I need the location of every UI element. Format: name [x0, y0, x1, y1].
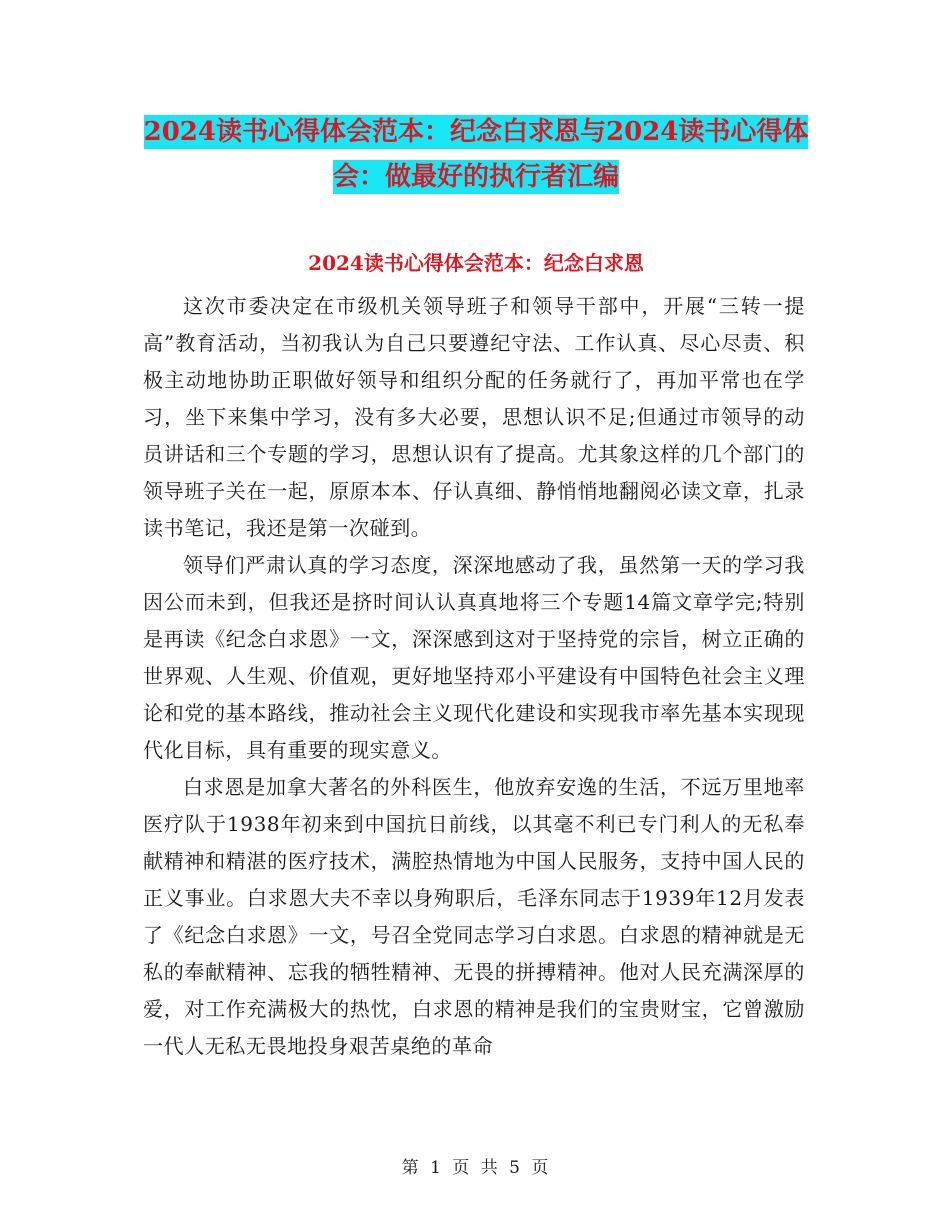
paragraph: 这次市委决定在市级机关领导班子和领导干部中，开展“三转一提高”教育活动，当初我认为自己只要遵纪守法、工作认真、尽心尽责、积极主动地协助正职做好领导和组织分配的任务就行了，再加平常也在学习，坐下来集中学习，没有多大必要，思想认识不足;但通过市领导的动员讲话和三个专题的学习，思想认识有了提高。尤其象这样的几个部门的领导班子关在一起，原原本本、仔认真细、静悄悄地翻阅必读文章，扎录读书笔记，我还是第一次碰到。 — [143, 294, 805, 540]
page-footer: 第 1 页 共 5 页 — [401, 1158, 549, 1178]
section-title: 2024读书心得体会范本：纪念白求恩 — [308, 251, 644, 275]
document-title — [140, 110, 812, 200]
paragraph: 白求恩是加拿大著名的外科医生，他放弃安逸的生活，不远万里地率医疗队于1938年初来到中国抗日前线，以其毫不利已专门利人的无私奉献精神和精湛的医疗技术，满腔热情地为中国人民服务，支持中国人民的正义事业。白求恩大夫不幸以身殉职后，毛泽东同志于1939年12月发表了《纪念白求恩》一文，号召全党同志学习白求恩。白求恩的精神就是无私的奉献精神、忘我的牺牲精神、无畏的拼搏精神。他对人民充满深厚的爱，对工作充满极大的热忱，白求恩的精神是我们的宝贵财宝，它曾激励一代人无私无畏地投身艰苦桌绝的革命 — [143, 775, 805, 1058]
paragraph: 领导们严肃认真的学习态度，深深地感动了我，虽然第一天的学习我因公而未到，但我还是挤时间认认真真地将三个专题14篇文章学完;特别是再读《纪念白求恩》一文，深深感到这对于坚持党的宗旨，树立正确的世界观、人生观、价值观，更好地坚持邓小平建设有中国特色社会主义理论和党的基本路线，推动社会主义现代化建设和实现我市率先基本实现现代化目标，具有重要的现实意义。 — [143, 553, 805, 762]
title-highlight: 2024读书心得体会范本：纪念白求恩与2024读书心得体会：做最好的执行者汇编 — [143, 117, 809, 192]
body-text — [143, 288, 805, 1065]
